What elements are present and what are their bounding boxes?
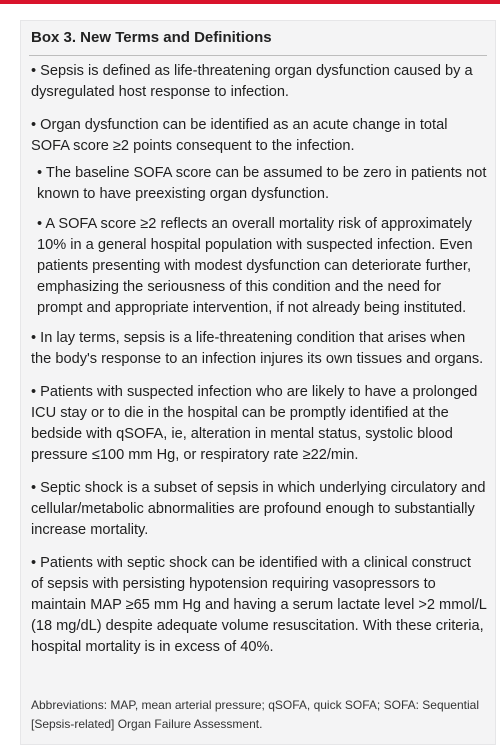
definition-item-organ-dysfunction: • Organ dysfunction can be identified as an acute change in total SOFA score ≥2 points consequent to the infection. (31, 117, 448, 154)
definition-item-septic-shock-criteria: • Patients with septic shock can be identified with a clinical construct of sepsis with persisting hypotension requiring vasopressors to maintain MAP ≥65 mm Hg and having a serum lactate level >2 mmol/L (18 mg/dL) despite adequate volume resuscitation. With these criteria, hospital mortality is in excess of 40%. (31, 555, 487, 655)
definition-item-sepsis: • Sepsis is defined as life-threatening organ dysfunction caused by a dysregulated host response to infection. (31, 63, 473, 100)
definition-item-qsofa: • Patients with suspected infection who are likely to have a prolonged ICU stay or to die in the hospital can be promptly identified at the bedside with qSOFA, ie, alteration in mental status, systolic blood pressure ≤100 mm Hg, or respiratory rate ≥22/min. (31, 384, 478, 463)
definition-subitem-baseline-sofa: • The baseline SOFA score can be assumed to be zero in patients not known to have preexisting organ dysfunction. (37, 165, 487, 202)
abbreviations-note: Abbreviations: MAP, mean arterial pressure; qSOFA, quick SOFA; SOFA: Sequential [Sepsis-related] Organ Failure Assessment. (31, 698, 479, 731)
definition-item-septic-shock: • Septic shock is a subset of sepsis in which underlying circulatory and cellular/metabolic abnormalities are profound enough to substantially increase mortality. (31, 480, 486, 538)
definition-item-lay-terms: • In lay terms, sepsis is a life-threatening condition that arises when the body's response to an infection injures its own tissues and organs. (31, 330, 484, 367)
box-title: Box 3. New Terms and Definitions (31, 29, 272, 46)
definitions-box (20, 20, 496, 745)
top-accent-rule (0, 0, 500, 4)
definition-subitem-mortality-risk: • A SOFA score ≥2 reflects an overall mortality risk of approximately 10% in a general hospital population with suspected infection. Even patients presenting with modest dysfunction can deteriorate further, emphasizing the seriousness of this condition and the need for prompt and appropriate intervention, if not already being instituted. (37, 216, 473, 316)
title-divider (29, 55, 487, 56)
definitions-list (31, 61, 487, 670)
